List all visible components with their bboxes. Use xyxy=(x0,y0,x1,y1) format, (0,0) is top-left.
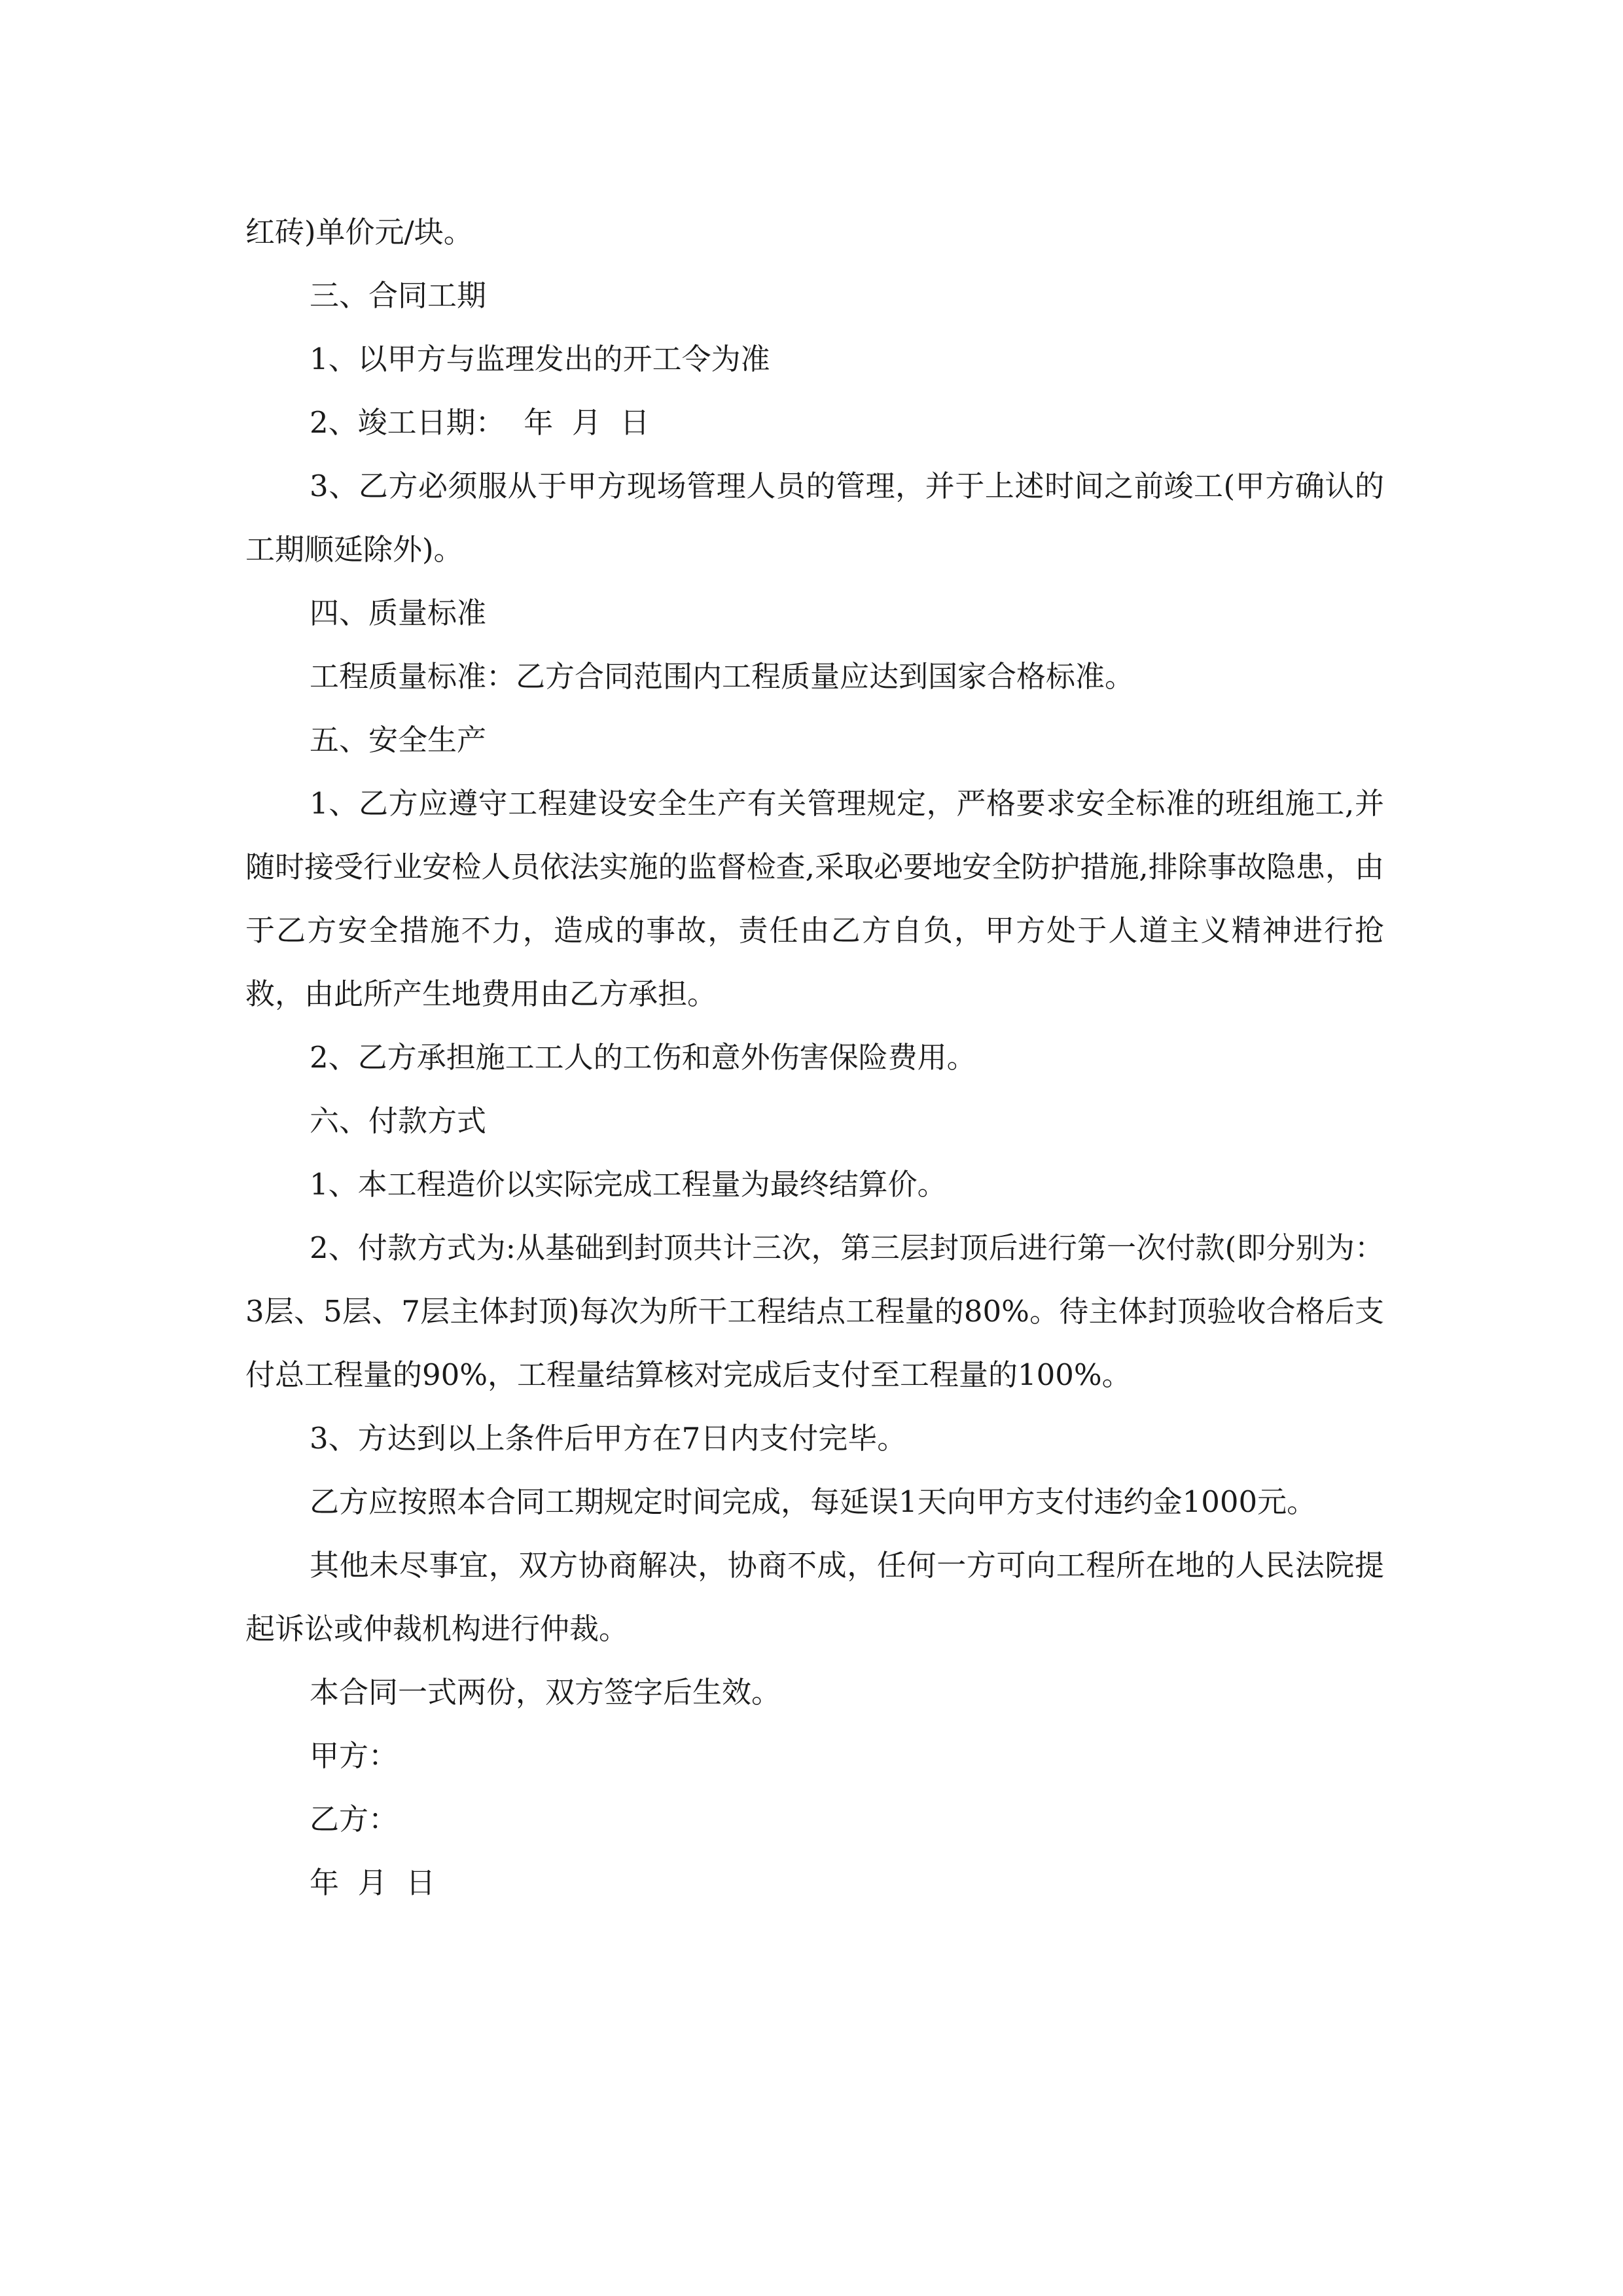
paragraph-start-order: 1、以甲方与监理发出的开工令为准 xyxy=(310,342,770,376)
paragraph-copies-effective: 本合同一式两份，双方签字后生效。 xyxy=(310,1675,781,1710)
heading-contract-period: 三、合同工期 xyxy=(310,278,487,313)
paragraph-payment-deadline: 3、方达到以上条件后甲方在7日内支付完毕。 xyxy=(310,1421,907,1456)
signature-party-b: 乙方： xyxy=(310,1802,399,1837)
paragraph-management-compliance: 3、乙方必须服从于甲方现场管理人员的管理，并于上述时间之前竣工(甲方确认的工期顺延除外)。 xyxy=(245,469,1384,567)
heading-quality-standard: 四、质量标准 xyxy=(310,596,487,630)
paragraph-quality-standard: 工程质量标准：乙方合同范围内工程质量应达到国家合格标准。 xyxy=(310,659,1135,694)
document-body xyxy=(245,200,1384,1914)
paragraph-unit-price: 红砖)单价元/块。 xyxy=(245,215,473,249)
heading-payment-method: 六、付款方式 xyxy=(310,1103,487,1138)
paragraph-completion-date: 2、竣工日期： 年 月 日 xyxy=(310,405,650,440)
signature-date: 年 月 日 xyxy=(310,1865,436,1900)
paragraph-dispute-resolution: 其他未尽事宜，双方协商解决，协商不成，任何一方可向工程所在地的人民法院提起诉讼或仲裁机构进行仲裁。 xyxy=(245,1548,1384,1646)
paragraph-penalty: 乙方应按照本合同工期规定时间完成，每延误1天向甲方支付违约金1000元。 xyxy=(310,1484,1317,1519)
paragraph-payment-schedule: 2、付款方式为:从基础到封顶共计三次，第三层封顶后进行第一次付款(即分别为：3层、5层、7层主体封顶)每次为所干工程结点工程量的80%。待主体封顶验收合格后支付总工程量的90%，工程量结算核对完成后支付至工程量的100%。 xyxy=(245,1230,1384,1392)
heading-safety-production: 五、安全生产 xyxy=(310,723,487,757)
paragraph-settlement-price: 1、本工程造价以实际完成工程量为最终结算价。 xyxy=(310,1167,947,1202)
paragraph-safety-rules: 1、乙方应遵守工程建设安全生产有关管理规定，严格要求安全标准的班组施工,并随时接受行业安检人员依法实施的监督检查,采取必要地安全防护措施,排除事故隐患，由于乙方安全措施不力，造成的事故，责任由乙方自负，甲方处于人道主义精神进行抢救，由此所产生地费用由乙方承担。 xyxy=(245,786,1384,1011)
signature-party-a: 甲方： xyxy=(310,1738,399,1773)
paragraph-insurance: 2、乙方承担施工工人的工伤和意外伤害保险费用。 xyxy=(310,1040,976,1075)
